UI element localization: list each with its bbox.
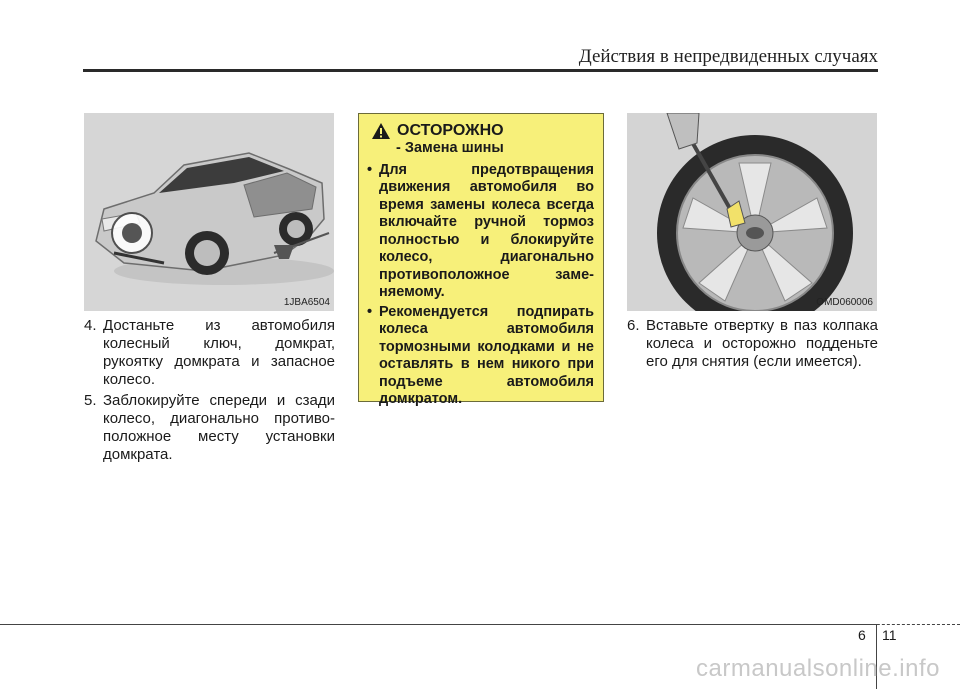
step-item bbox=[627, 317, 878, 371]
warning-text: Для предотвращения движения автомобиля во время замены колеса всегда включайте ручной тормоз полностью и блокируйте колесо, диагонально противоположное заме-няемому. bbox=[379, 161, 594, 300]
steps-right bbox=[627, 317, 878, 374]
warning-text: Рекомендуется подпирать колеса автомобиля тормозными колодками и не оставлять в нем никого при подъеме автомобиля домкратом. bbox=[379, 303, 594, 407]
warning-title: ОСТОРОЖНО bbox=[397, 122, 504, 140]
footer-rule bbox=[0, 624, 878, 625]
step-item bbox=[84, 392, 335, 464]
figure-code: 1JBA6504 bbox=[283, 297, 330, 308]
warning-subtitle: - Замена шины bbox=[396, 140, 504, 156]
warning-header bbox=[371, 122, 594, 140]
car-spare-wheel-illustration bbox=[84, 113, 334, 311]
bullet-icon: • bbox=[367, 161, 373, 178]
step-text: Вставьте отвертку в паз колпака колеса и осторожно подденьте его для снятия (если имеется). bbox=[646, 317, 878, 370]
step-text: Заблокируйте спереди и сзади колесо, диагонально противо-положное месту установки домкрата. bbox=[103, 392, 335, 463]
step-item bbox=[84, 317, 335, 389]
figure-code: OMD060006 bbox=[816, 297, 873, 308]
warning-item bbox=[367, 162, 594, 302]
header-rule bbox=[83, 69, 878, 72]
wheel-cap-illustration bbox=[627, 113, 877, 311]
step-number: 5. bbox=[84, 392, 97, 409]
step-number: 4. bbox=[84, 317, 97, 334]
warning-box bbox=[358, 113, 604, 407]
page-number: 11 bbox=[882, 627, 897, 643]
chapter-number: 6 bbox=[858, 627, 866, 643]
wheel-illustration bbox=[627, 113, 877, 311]
step-text: Достаньте из автомобиля колесный ключ, домкрат, рукоятку домкрата и запасное колесо. bbox=[103, 317, 335, 388]
watermark-text: carmanualsonline.info bbox=[696, 655, 940, 682]
warning-triangle-icon bbox=[371, 122, 391, 140]
page-header-title: Действия в непредвиденных случаях bbox=[578, 46, 878, 67]
step-number: 6. bbox=[627, 317, 640, 334]
car-illustration bbox=[84, 113, 334, 311]
warning-item bbox=[367, 304, 594, 409]
steps-left bbox=[84, 317, 335, 467]
bullet-icon: • bbox=[367, 303, 373, 320]
